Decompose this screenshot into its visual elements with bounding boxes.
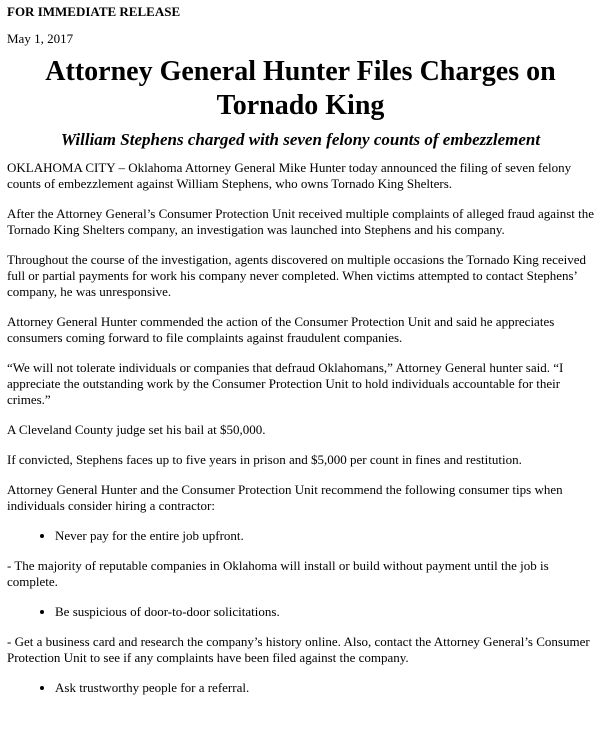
tip-list xyxy=(7,528,594,544)
paragraph-intro: OKLAHOMA CITY – Oklahoma Attorney General Mike Hunter today announced the filing of seven felony counts of embezzlement against William Stephens, who owns Tornado King Shelters. xyxy=(7,160,572,191)
tip-detail: - Get a business card and research the company’s history online. Also, contact the Attorney General’s Consumer Protection Unit to see if any complaints have been filed against the company. xyxy=(7,634,590,665)
subheadline: William Stephens charged with seven felony counts of embezzlement xyxy=(60,130,541,149)
paragraph-findings: Throughout the course of the investigation, agents discovered on multiple occasions the Tornado King received full or partial payments for work his company never completed. When victims attempted to contact Stephens’ company, he was unresponsive. xyxy=(7,252,587,299)
release-date: May 1, 2017 xyxy=(7,31,74,46)
paragraph-investigation: After the Attorney General’s Consumer Protection Unit received multiple complaints of alleged fraud against the Tornado King Shelters company, an investigation was launched into Stephens and his company. xyxy=(7,206,594,237)
tip-list xyxy=(7,680,594,696)
tip-bullet: • Be suspicious of door-to-door solicitations. xyxy=(55,604,594,620)
paragraph-penalty: If convicted, Stephens faces up to five years in prison and $5,000 per count in fines and restitution. xyxy=(7,452,522,467)
paragraph-tips-intro: Attorney General Hunter and the Consumer Protection Unit recommend the following consumer tips when individuals consider hiring a contractor: xyxy=(7,482,563,513)
tip-bullet: • Ask trustworthy people for a referral. xyxy=(55,680,594,696)
tip-list xyxy=(7,604,594,620)
release-label: FOR IMMEDIATE RELEASE xyxy=(7,4,181,19)
paragraph-quote: “We will not tolerate individuals or companies that defraud Oklahomans,” Attorney General hunter said. “I appreciate the outstanding work by the Consumer Protection Unit to hold individuals accountable for their crimes.” xyxy=(7,360,564,407)
paragraph-bail: A Cleveland County judge set his bail at $50,000. xyxy=(7,422,266,437)
headline: Attorney General Hunter Files Charges on Tornado King xyxy=(45,56,556,121)
tip-bullet: • Never pay for the entire job upfront. xyxy=(55,528,594,544)
paragraph-commendation: Attorney General Hunter commended the action of the Consumer Protection Unit and said he appreciates consumers coming forward to file complaints against fraudulent companies. xyxy=(7,314,555,345)
tip-detail: - The majority of reputable companies in Oklahoma will install or build without payment until the job is complete. xyxy=(7,558,549,589)
